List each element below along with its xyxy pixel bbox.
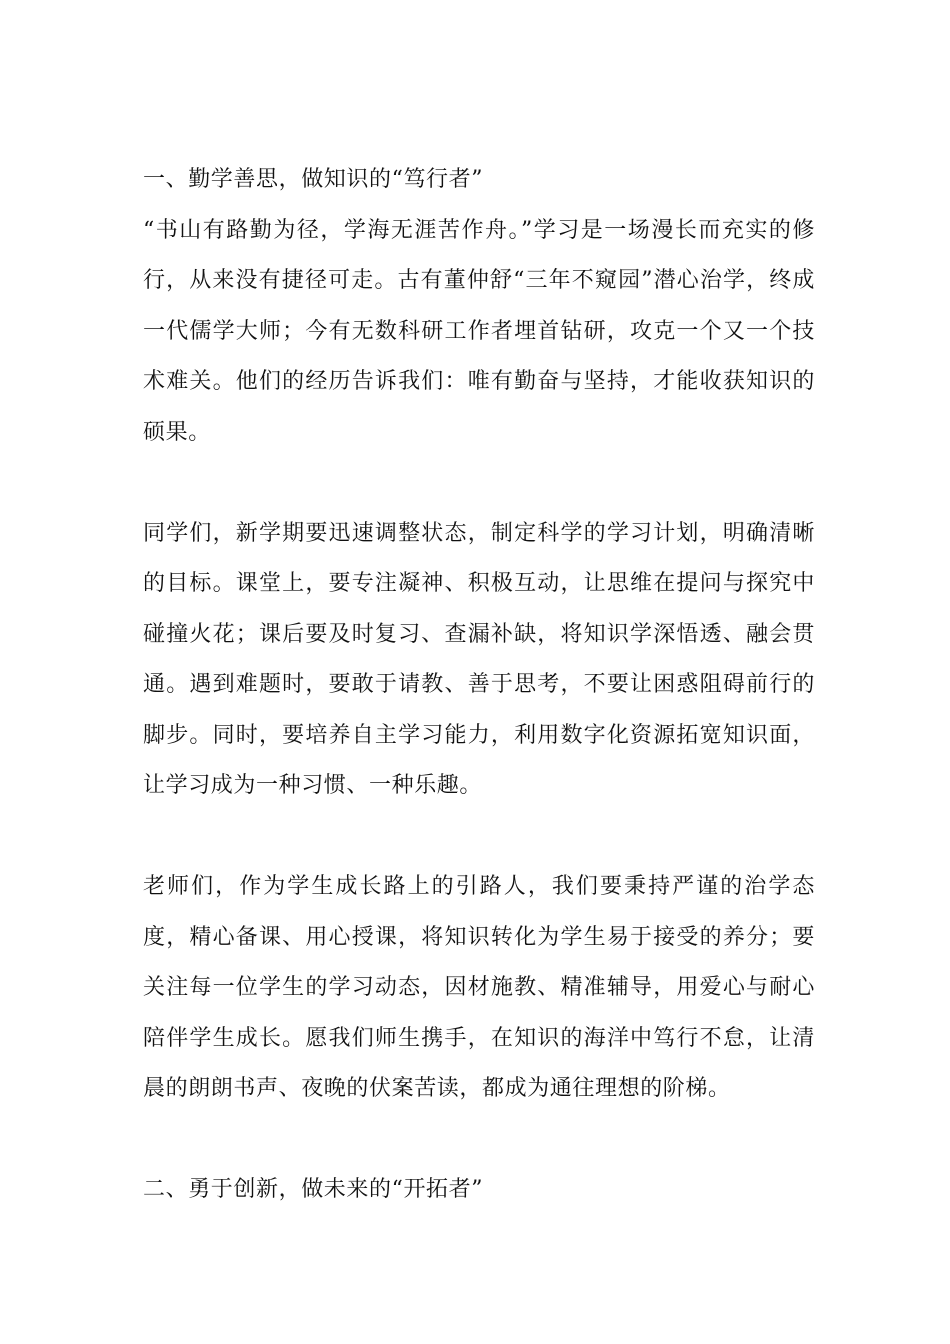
section-1-paragraph-3: 老师们，作为学生成长路上的引路人，我们要秉持严谨的治学态度，精心备课、用心授课，将知识转化为学生易于接受的养分；要关注每一位学生的学习动态，因材施教、精准辅导，用爱心与耐心陪伴学生成长。愿我们师生携手，在知识的海洋中笃行不怠，让清晨的朗朗书声、夜晚的伏案苦读，都成为通往理想的阶梯。 (143, 874, 815, 1101)
document-body (143, 155, 815, 1216)
paragraph-spacer (143, 1115, 815, 1166)
section-1-paragraph-2: 同学们，新学期要迅速调整状态，制定科学的学习计划，明确清晰的目标。课堂上，要专注凝神、积极互动，让思维在提问与探究中碰撞火花；课后要及时复习、查漏补缺，将知识学深悟透、融会贯通。遇到难题时，要敢于请教、善于思考，不要让困惑阻碍前行的脚步。同时，要培养自主学习能力，利用数字化资源拓宽知识面，让学习成为一种习惯、一种乐趣。 (143, 520, 815, 798)
section-1-heading: 一、勤学善思，做知识的“笃行者” (143, 167, 484, 192)
section-2-heading: 二、勇于创新，做未来的“开拓者” (143, 1177, 484, 1202)
paragraph-spacer (143, 458, 815, 509)
section-1-paragraph-1: “书山有路勤为径，学海无涯苦作舟。”学习是一场漫长而充实的修行，从来没有捷径可走。古有董仲舒“三年不窥园”潜心治学，终成一代儒学大师；今有无数科研工作者埋首钻研，攻克一个又一个技术难关。他们的经历告诉我们：唯有勤奋与坚持，才能收获知识的硕果。 (143, 217, 815, 445)
paragraph-spacer (143, 812, 815, 863)
